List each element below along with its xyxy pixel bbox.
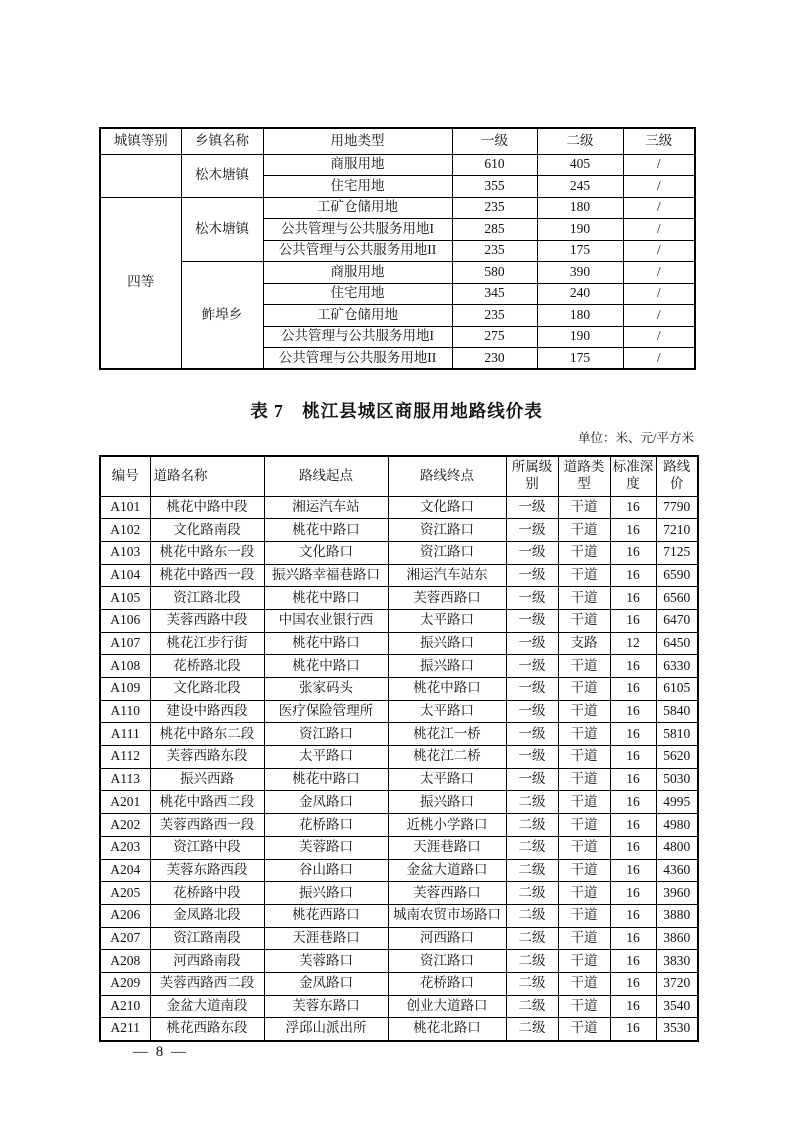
- road-name-cell: 资江路南段: [150, 927, 264, 950]
- id-cell: A110: [100, 700, 150, 723]
- end-point-cell: 湘运汽车站东: [388, 564, 506, 587]
- route-price-cell: 7210: [656, 519, 698, 542]
- id-cell: A208: [100, 950, 150, 973]
- level-2-price-cell: 405: [537, 154, 623, 176]
- standard-depth-cell: 16: [610, 496, 656, 519]
- standard-depth-cell: 16: [610, 564, 656, 587]
- grade-level-cell: 二级: [506, 972, 558, 995]
- id-cell: A205: [100, 882, 150, 905]
- road-type-cell: 干道: [558, 746, 610, 769]
- id-cell: A210: [100, 995, 150, 1018]
- road-name-cell: 花桥路北段: [150, 655, 264, 678]
- end-point-cell: 太平路口: [388, 700, 506, 723]
- route-price-table: [99, 455, 699, 1042]
- grade-cell: [100, 154, 181, 197]
- end-point-cell: 河西路口: [388, 927, 506, 950]
- route-price-row: [100, 609, 698, 632]
- route-price-row: [100, 882, 698, 905]
- road-name-cell: 桃花中路西一段: [150, 564, 264, 587]
- start-point-cell: 桃花中路口: [264, 655, 388, 678]
- level-1-price-cell: 345: [452, 283, 537, 305]
- header-level-3: 三级: [623, 128, 695, 154]
- road-name-cell: 芙蓉东路西段: [150, 859, 264, 882]
- standard-depth-cell: 16: [610, 950, 656, 973]
- road-name-cell: 资江路中段: [150, 836, 264, 859]
- standard-depth-cell: 16: [610, 587, 656, 610]
- level-2-price-cell: 390: [537, 262, 623, 284]
- standard-depth-cell: 16: [610, 655, 656, 678]
- route-price-row: [100, 632, 698, 655]
- end-point-cell: 创业大道路口: [388, 995, 506, 1018]
- route-price-cell: 5620: [656, 746, 698, 769]
- id-cell: A103: [100, 541, 150, 564]
- level-2-price-cell: 190: [537, 219, 623, 241]
- level-1-price-cell: 355: [452, 176, 537, 198]
- end-point-cell: 文化路口: [388, 496, 506, 519]
- level-2-price-cell: 180: [537, 305, 623, 327]
- road-type-cell: 干道: [558, 587, 610, 610]
- route-price-row: [100, 904, 698, 927]
- start-point-cell: 芙蓉路口: [264, 950, 388, 973]
- road-type-cell: 干道: [558, 791, 610, 814]
- route-price-row: [100, 564, 698, 587]
- route-price-row: [100, 859, 698, 882]
- standard-depth-cell: 16: [610, 882, 656, 905]
- id-cell: A105: [100, 587, 150, 610]
- level-3-price-cell: /: [623, 219, 695, 241]
- end-point-cell: 近桃小学路口: [388, 814, 506, 837]
- standard-depth-cell: 16: [610, 814, 656, 837]
- grade-level-cell: 一级: [506, 655, 558, 678]
- id-cell: A106: [100, 609, 150, 632]
- road-name-cell: 花桥路中段: [150, 882, 264, 905]
- end-point-cell: 桃花北路口: [388, 1018, 506, 1041]
- township-cell: 松木塘镇: [181, 197, 263, 262]
- grade-level-cell: 一级: [506, 541, 558, 564]
- road-type-cell: 干道: [558, 859, 610, 882]
- grade-level-cell: 一级: [506, 609, 558, 632]
- end-point-cell: 振兴路口: [388, 791, 506, 814]
- start-point-cell: 湘运汽车站: [264, 496, 388, 519]
- standard-depth-cell: 16: [610, 678, 656, 701]
- route-price-cell: 7790: [656, 496, 698, 519]
- start-point-cell: 振兴路幸福巷路口: [264, 564, 388, 587]
- route-price-row: [100, 927, 698, 950]
- start-point-cell: 资江路口: [264, 723, 388, 746]
- grade-level-cell: 一级: [506, 768, 558, 791]
- id-cell: A104: [100, 564, 150, 587]
- road-type-cell: 干道: [558, 1018, 610, 1041]
- road-name-cell: 桃花江步行街: [150, 632, 264, 655]
- header-level-2: 二级: [537, 128, 623, 154]
- route-price-cell: 6560: [656, 587, 698, 610]
- road-type-cell: 干道: [558, 814, 610, 837]
- road-type-cell: 干道: [558, 950, 610, 973]
- header-end-point: 路线终点: [388, 456, 506, 496]
- id-cell: A201: [100, 791, 150, 814]
- route-price-cell: 3860: [656, 927, 698, 950]
- id-cell: A102: [100, 519, 150, 542]
- road-name-cell: 桃花西路东段: [150, 1018, 264, 1041]
- route-price-cell: 4800: [656, 836, 698, 859]
- road-name-cell: 金盆大道南段: [150, 995, 264, 1018]
- table7-title: 表 7 桃江县城区商服用地路线价表: [250, 401, 543, 421]
- level-3-price-cell: /: [623, 326, 695, 348]
- level-1-price-cell: 235: [452, 305, 537, 327]
- standard-depth-cell: 16: [610, 859, 656, 882]
- road-name-cell: 资江路北段: [150, 587, 264, 610]
- land-use-type-cell: 住宅用地: [263, 283, 452, 305]
- grade-level-cell: 一级: [506, 564, 558, 587]
- road-name-cell: 芙蓉西路东段: [150, 746, 264, 769]
- road-type-cell: 干道: [558, 904, 610, 927]
- road-name-cell: 桃花中路东二段: [150, 723, 264, 746]
- route-price-row: [100, 746, 698, 769]
- grade-level-cell: 一级: [506, 723, 558, 746]
- road-name-cell: 桃花中路东一段: [150, 541, 264, 564]
- level-2-price-cell: 175: [537, 240, 623, 262]
- level-1-price-cell: 230: [452, 348, 537, 370]
- road-type-cell: 干道: [558, 519, 610, 542]
- grade-level-cell: 二级: [506, 950, 558, 973]
- id-cell: A101: [100, 496, 150, 519]
- level-1-price-cell: 610: [452, 154, 537, 176]
- route-price-row: [100, 836, 698, 859]
- route-price-cell: 6105: [656, 678, 698, 701]
- route-price-row: [100, 950, 698, 973]
- grade-level-cell: 二级: [506, 836, 558, 859]
- route-price-row: [100, 496, 698, 519]
- route-price-cell: 6470: [656, 609, 698, 632]
- level-2-price-cell: 180: [537, 197, 623, 219]
- grade-level-cell: 一级: [506, 496, 558, 519]
- road-type-cell: 干道: [558, 836, 610, 859]
- end-point-cell: 金盆大道路口: [388, 859, 506, 882]
- road-type-cell: 干道: [558, 768, 610, 791]
- route-price-table-body: [100, 496, 698, 1041]
- id-cell: A111: [100, 723, 150, 746]
- id-cell: A206: [100, 904, 150, 927]
- level-1-price-cell: 235: [452, 197, 537, 219]
- id-cell: A108: [100, 655, 150, 678]
- level-3-price-cell: /: [623, 197, 695, 219]
- land-grade-row: [100, 154, 695, 176]
- standard-depth-cell: 16: [610, 995, 656, 1018]
- header-road-name: 道路名称: [150, 456, 264, 496]
- road-name-cell: 文化路北段: [150, 678, 264, 701]
- route-price-cell: 3880: [656, 904, 698, 927]
- route-price-row: [100, 587, 698, 610]
- end-point-cell: 太平路口: [388, 609, 506, 632]
- township-cell: 鲊埠乡: [181, 262, 263, 370]
- header-standard-depth: 标准深度: [610, 456, 656, 496]
- end-point-cell: 振兴路口: [388, 655, 506, 678]
- level-1-price-cell: 235: [452, 240, 537, 262]
- level-3-price-cell: /: [623, 176, 695, 198]
- id-cell: A107: [100, 632, 150, 655]
- land-grade-row: [100, 262, 695, 284]
- route-price-row: [100, 972, 698, 995]
- route-price-cell: 6450: [656, 632, 698, 655]
- level-3-price-cell: /: [623, 240, 695, 262]
- start-point-cell: 谷山路口: [264, 859, 388, 882]
- land-use-type-cell: 商服用地: [263, 262, 452, 284]
- id-cell: A113: [100, 768, 150, 791]
- grade-level-cell: 二级: [506, 859, 558, 882]
- route-price-cell: 4980: [656, 814, 698, 837]
- page-number: — 8 —: [133, 1044, 188, 1060]
- route-price-cell: 6330: [656, 655, 698, 678]
- route-price-row: [100, 655, 698, 678]
- end-point-cell: 太平路口: [388, 768, 506, 791]
- grade-level-cell: 一级: [506, 587, 558, 610]
- road-type-cell: 干道: [558, 609, 610, 632]
- standard-depth-cell: 16: [610, 927, 656, 950]
- end-point-cell: 天涯巷路口: [388, 836, 506, 859]
- land-use-type-cell: 商服用地: [263, 154, 452, 176]
- start-point-cell: 芙蓉东路口: [264, 995, 388, 1018]
- end-point-cell: 资江路口: [388, 541, 506, 564]
- end-point-cell: 芙蓉西路口: [388, 587, 506, 610]
- land-use-type-cell: 公共管理与公共服务用地I: [263, 326, 452, 348]
- standard-depth-cell: 16: [610, 700, 656, 723]
- start-point-cell: 花桥路口: [264, 814, 388, 837]
- level-1-price-cell: 580: [452, 262, 537, 284]
- land-grade-row: [100, 197, 695, 219]
- level-2-price-cell: 245: [537, 176, 623, 198]
- id-cell: A211: [100, 1018, 150, 1041]
- grade-level-cell: 一级: [506, 746, 558, 769]
- route-price-cell: 5030: [656, 768, 698, 791]
- road-name-cell: 金凤路北段: [150, 904, 264, 927]
- land-use-type-cell: 公共管理与公共服务用地II: [263, 240, 452, 262]
- road-type-cell: 干道: [558, 541, 610, 564]
- start-point-cell: 张家码头: [264, 678, 388, 701]
- road-type-cell: 干道: [558, 700, 610, 723]
- standard-depth-cell: 16: [610, 904, 656, 927]
- route-price-row: [100, 700, 698, 723]
- header-level-1: 一级: [452, 128, 537, 154]
- grade-level-cell: 一级: [506, 678, 558, 701]
- route-price-cell: 3960: [656, 882, 698, 905]
- road-type-cell: 支路: [558, 632, 610, 655]
- road-type-cell: 干道: [558, 972, 610, 995]
- start-point-cell: 芙蓉路口: [264, 836, 388, 859]
- route-price-cell: 4995: [656, 791, 698, 814]
- road-name-cell: 振兴西路: [150, 768, 264, 791]
- standard-depth-cell: 16: [610, 972, 656, 995]
- road-type-cell: 干道: [558, 678, 610, 701]
- land-use-type-cell: 工矿仓储用地: [263, 197, 452, 219]
- route-price-row: [100, 723, 698, 746]
- end-point-cell: 桃花中路口: [388, 678, 506, 701]
- road-type-cell: 干道: [558, 655, 610, 678]
- road-name-cell: 桃花中路西二段: [150, 791, 264, 814]
- land-grade-table-header: [100, 128, 695, 154]
- level-3-price-cell: /: [623, 154, 695, 176]
- header-id: 编号: [100, 456, 150, 496]
- road-name-cell: 文化路南段: [150, 519, 264, 542]
- standard-depth-cell: 16: [610, 768, 656, 791]
- level-3-price-cell: /: [623, 305, 695, 327]
- header-road-type: 道路类型: [558, 456, 610, 496]
- id-cell: A207: [100, 927, 150, 950]
- road-type-cell: 干道: [558, 496, 610, 519]
- standard-depth-cell: 16: [610, 541, 656, 564]
- grade-level-cell: 二级: [506, 904, 558, 927]
- standard-depth-cell: 16: [610, 791, 656, 814]
- start-point-cell: 桃花中路口: [264, 519, 388, 542]
- road-name-cell: 芙蓉西路西二段: [150, 972, 264, 995]
- grade-cell: 四等: [100, 197, 181, 369]
- grade-level-cell: 二级: [506, 882, 558, 905]
- route-price-row: [100, 519, 698, 542]
- route-price-cell: 5840: [656, 700, 698, 723]
- standard-depth-cell: 16: [610, 746, 656, 769]
- level-3-price-cell: /: [623, 348, 695, 370]
- route-price-cell: 5810: [656, 723, 698, 746]
- header-township-name: 乡镇名称: [181, 128, 263, 154]
- end-point-cell: 资江路口: [388, 950, 506, 973]
- route-price-row: [100, 995, 698, 1018]
- grade-level-cell: 二级: [506, 814, 558, 837]
- road-name-cell: 桃花中路中段: [150, 496, 264, 519]
- start-point-cell: 桃花中路口: [264, 632, 388, 655]
- land-use-type-cell: 住宅用地: [263, 176, 452, 198]
- start-point-cell: 天涯巷路口: [264, 927, 388, 950]
- id-cell: A109: [100, 678, 150, 701]
- route-price-row: [100, 791, 698, 814]
- land-use-type-cell: 公共管理与公共服务用地I: [263, 219, 452, 241]
- level-2-price-cell: 190: [537, 326, 623, 348]
- start-point-cell: 金凤路口: [264, 972, 388, 995]
- start-point-cell: 浮邱山派出所: [264, 1018, 388, 1041]
- grade-level-cell: 二级: [506, 995, 558, 1018]
- road-type-cell: 干道: [558, 564, 610, 587]
- start-point-cell: 中国农业银行西: [264, 609, 388, 632]
- start-point-cell: 桃花西路口: [264, 904, 388, 927]
- table7-unit-note: 单位：米、元/平方米: [578, 431, 694, 445]
- land-grade-table: [99, 127, 696, 370]
- road-type-cell: 干道: [558, 882, 610, 905]
- route-price-cell: 3830: [656, 950, 698, 973]
- standard-depth-cell: 12: [610, 632, 656, 655]
- route-price-table-header: [100, 456, 698, 496]
- route-price-cell: 3720: [656, 972, 698, 995]
- level-3-price-cell: /: [623, 283, 695, 305]
- start-point-cell: 医疗保险管理所: [264, 700, 388, 723]
- route-price-cell: 3540: [656, 995, 698, 1018]
- start-point-cell: 桃花中路口: [264, 587, 388, 610]
- id-cell: A204: [100, 859, 150, 882]
- route-price-row: [100, 768, 698, 791]
- level-2-price-cell: 175: [537, 348, 623, 370]
- route-price-row: [100, 814, 698, 837]
- id-cell: A202: [100, 814, 150, 837]
- route-price-cell: 6590: [656, 564, 698, 587]
- end-point-cell: 桃花江一桥: [388, 723, 506, 746]
- standard-depth-cell: 16: [610, 723, 656, 746]
- header-route-price: 路线价: [656, 456, 698, 496]
- grade-level-cell: 一级: [506, 519, 558, 542]
- end-point-cell: 资江路口: [388, 519, 506, 542]
- road-type-cell: 干道: [558, 723, 610, 746]
- land-use-type-cell: 工矿仓储用地: [263, 305, 452, 327]
- header-town-grade: 城镇等别: [100, 128, 181, 154]
- header-start-point: 路线起点: [264, 456, 388, 496]
- header-land-use-type: 用地类型: [263, 128, 452, 154]
- road-type-cell: 干道: [558, 995, 610, 1018]
- route-price-cell: 7125: [656, 541, 698, 564]
- road-name-cell: 河西路南段: [150, 950, 264, 973]
- standard-depth-cell: 16: [610, 1018, 656, 1041]
- level-3-price-cell: /: [623, 262, 695, 284]
- route-price-row: [100, 678, 698, 701]
- standard-depth-cell: 16: [610, 609, 656, 632]
- level-2-price-cell: 240: [537, 283, 623, 305]
- township-cell: 松木塘镇: [181, 154, 263, 197]
- start-point-cell: 文化路口: [264, 541, 388, 564]
- id-cell: A112: [100, 746, 150, 769]
- start-point-cell: 金凤路口: [264, 791, 388, 814]
- road-type-cell: 干道: [558, 927, 610, 950]
- grade-level-cell: 一级: [506, 700, 558, 723]
- grade-level-cell: 二级: [506, 927, 558, 950]
- grade-level-cell: 一级: [506, 632, 558, 655]
- land-use-type-cell: 公共管理与公共服务用地II: [263, 348, 452, 370]
- id-cell: A209: [100, 972, 150, 995]
- standard-depth-cell: 16: [610, 519, 656, 542]
- land-grade-table-body: [100, 154, 695, 369]
- end-point-cell: 芙蓉西路口: [388, 882, 506, 905]
- road-name-cell: 芙蓉西路西一段: [150, 814, 264, 837]
- header-grade-level: 所属级别: [506, 456, 558, 496]
- grade-level-cell: 二级: [506, 1018, 558, 1041]
- id-cell: A203: [100, 836, 150, 859]
- end-point-cell: 花桥路口: [388, 972, 506, 995]
- end-point-cell: 桃花江二桥: [388, 746, 506, 769]
- start-point-cell: 太平路口: [264, 746, 388, 769]
- road-name-cell: 芙蓉西路中段: [150, 609, 264, 632]
- level-1-price-cell: 285: [452, 219, 537, 241]
- route-price-row: [100, 1018, 698, 1041]
- start-point-cell: 振兴路口: [264, 882, 388, 905]
- start-point-cell: 桃花中路口: [264, 768, 388, 791]
- standard-depth-cell: 16: [610, 836, 656, 859]
- grade-level-cell: 二级: [506, 791, 558, 814]
- end-point-cell: 城南农贸市场路口: [388, 904, 506, 927]
- route-price-row: [100, 541, 698, 564]
- route-price-cell: 3530: [656, 1018, 698, 1041]
- end-point-cell: 振兴路口: [388, 632, 506, 655]
- route-price-cell: 4360: [656, 859, 698, 882]
- road-name-cell: 建设中路西段: [150, 700, 264, 723]
- level-1-price-cell: 275: [452, 326, 537, 348]
